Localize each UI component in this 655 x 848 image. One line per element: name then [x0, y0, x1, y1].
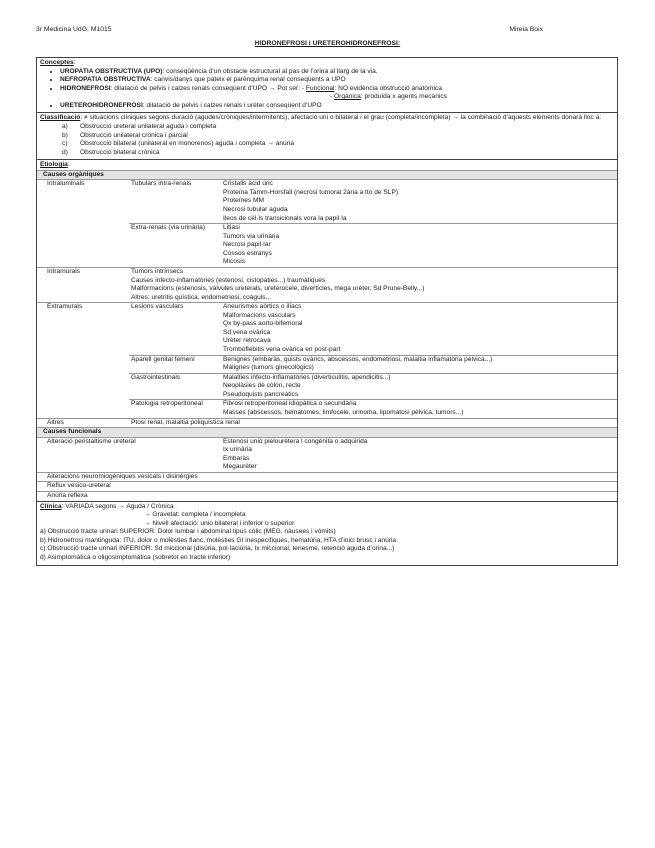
clinica-section: Clínica: VARIADA segons → Aguda / Crònica → Gravetat: completa / incompleta → Nivell afectació: unio bilateral i inferior o superior a) Obstrucció tracte urinari SUPERIOR: Dolor lumbar i abdominal tipus còlic (MEG, nàusees i vòmits) b) Hidronefrosi mantinguda: ITU, dolor o molèsties flanc, molèsties GI inespecífiques, hematúria, HTA d’inici brusc i anúria c) Obstrucció tracte urinari INFERIOR: Sd miccional (disúria, pol·laciúria, Ix miccional, tenesme, retenció aguda d’orina...) d) Asimptomàtica o oligosimptomàtica (sobretot en tracte inferior): [36, 501, 618, 566]
neuro-row: Alteracions neuromiogèniques vesicals i disinèrgies: [37, 472, 617, 482]
clinica-item: d) Asimptomàtica o oligosimptomàtica (sobretot en tracte inferior): [40, 553, 231, 561]
header-course: 3r Medicina UdG; M1015: [36, 26, 112, 33]
clinica-item: b) Hidronefrosi mantinguda: ITU, dolor o molèsties flanc, molèsties GI inespecífiques, hematúria, HTA d’inici brusc i anúria: [40, 536, 397, 544]
altres-text: Ptosi renal, malaltia poliquística renal: [129, 418, 617, 427]
organic-causes-header: Causes orgàniques: [37, 170, 617, 181]
anuria-row: Anúria reflexa: [37, 492, 617, 501]
altres-label: Altres: [37, 418, 129, 427]
vascular-label: Lesions vasculars: [129, 303, 221, 355]
class-item: a) Obstrucció ureteral unilateral aguda i completa: [62, 122, 217, 130]
class-item: b) Obstrucció unilateral crònica i parcial: [62, 131, 188, 139]
peristaltisme-list: Estenosi unió pielourètera l congènita o adquirida Ix urinària Embaràs Megaurèter: [223, 437, 368, 471]
clinica-label: Clínica: [40, 502, 62, 510]
classificacio-label: Classificació: [40, 114, 81, 122]
extra-renals-label: Extra-renals (via urinària): [129, 224, 221, 268]
clinica-line: → Nivell afectació: unio bilateral i inferior o superior: [144, 519, 295, 527]
genital-label: Aparell genital femení: [129, 355, 221, 373]
intramurals-list: Tumors intrínsecs Causes infecto-inflamatòries (estenosi, cistopaties...) traumàtiques Malformacions (estenosis, vàlvules ureterals, ureterocele, divertícles, mega urèter, Sd Prune-Belly...) Altres: uretritis quística, endometriosi, coàguls...: [129, 267, 617, 302]
page-header: [36, 26, 543, 35]
retro-list: Fibrosi retroperitoneal idiopàtica o secundària Masses (abscessos, hematomes, limfocele, urinoma, lipomatosi pèlvica, tumors...): [221, 400, 617, 418]
retro-label: Patologia retroperitoneal: [129, 400, 221, 418]
page-title: HIDRONEFROSI i URETEROHIDRONEFROSI:: [254, 40, 401, 47]
gastro-list: Malalties infecto-inflamatòries (diverticulitis, apendicitis...) Neoplàsies de còlon, recte Pseudoquists pancreàtics: [221, 373, 617, 400]
vascular-list: Aneurismes aòrtics o ilíacs Malformacions vasculars Qx by-pass aorto-bifemoral Sd vena ovàrica Urèter retrocava Tromboflebitis vena ovàrica en post-part: [221, 303, 617, 355]
conceptes-section: Conceptes: • UROPATIA OBSTRUCTIVA (UPO): conseqüència d’un obstacle estructural al pas de l’orina al llarg de la via. • NEFROPATIA OBSTRUCTIVA: canvis/danys que pateix el parènquima renal conseqüents a UPO • HIDRONEFROSI: dilatació de pelvis i calzes renals conseqüent d’UPO → Pot ser: - Funcional: NO evidència obstrucció anatòmica - Orgànica: produïda x agents mecànics • URETEROHIDRONEFROSI: dilatació de pelvis i calzes renals i urèter conseqüent d’UPO: [36, 57, 618, 112]
intraluminals-label: Intraluminals: [47, 180, 85, 188]
class-item: d) Obstrucció bilateral crònica: [62, 148, 160, 156]
gastro-label: Gastrointestinals: [129, 373, 221, 400]
tubulars-list: Cristalls àcid úric Proteïna Tamm-Horsfall (necrosi tumoral 2ària a tto de SLP) Proteïnes MM Necrosi tubular aguda Ileos de cèl·ls transicionals vora la papil·la: [223, 180, 399, 222]
header-author: Mireia Boix: [509, 26, 543, 33]
clinica-item: a) Obstrucció tracte urinari SUPERIOR: Dolor lumbar i abdominal tipus còlic (MEG, nàusees i vòmits): [40, 528, 336, 536]
content-frame: [36, 57, 618, 566]
clinica-line: → Gravetat: completa / incompleta: [144, 511, 246, 519]
tubulars-label: Tubulars intra-renals: [131, 180, 192, 188]
concept-item: • HIDRONEFROSI: dilatació de pelvis i calzes renals conseqüent d’UPO → Pot ser: - Funcional: NO evidència obstrucció anatòmica - Orgànica: produïda x agents mecànics: [60, 85, 614, 102]
concept-item: • URETEROHIDRONEFROSI: dilatació de pelvis i calzes renals i urèter conseqüent d’UPO: [60, 102, 614, 111]
concept-item: • UROPATIA OBSTRUCTIVA (UPO): conseqüència d’un obstacle estructural al pas de l’orina al llarg de la via.: [60, 68, 614, 77]
functional-table: [37, 438, 617, 501]
etiology-table: [37, 180, 617, 427]
genital-list: Benignes (embaràs, quists ovàrics, abscessos, endometriosi, malaltia inflamatòria pèlvica...) Malignes (tumors ginecològics): [221, 355, 617, 373]
concept-item: • NEFROPATIA OBSTRUCTIVA: canvis/danys que pateix el parènquima renal conseqüents a UPO: [60, 76, 614, 85]
extra-renals-list: Litiasi Tumors via urinària Necrosi papil·lar Cossos estranys Micosis: [221, 224, 617, 268]
class-item: c) Obstrucció bilateral (unilateral en monorenos) aguda i completa → anúria: [62, 140, 295, 148]
peristaltisme-label: Alteració peristaltisme ureteral: [47, 437, 136, 445]
etiologia-section: Etiologia: Causes orgàniques Intraluminals Tubulars intra-renals Cristalls àcid úric Proteïna Tamm-Horsfall (necrosi tumoral 2ària a tto de SLP) Proteïnes MM Necrosi tubular aguda Ileos de cèl·ls transicionals vora la papil·la Extra-renals (via urinària) Litiasi Tumors via urinària Necrosi papil·lar Cossos estranys Micosis Intramurals Tumors intrínsecs Causes infecto-inflamatòries (estenosi, cistopaties...) traumàtiques Malformacions (estenosis, vàlvules ureterals, ureterocele, divertícles, mega urèter, Sd Prune-Belly...) Altres: uretritis quística, endometriosi, coàguls... Extramurals Lesions vasculars Aneurismes aòrtics o ilíacs Malformacions vasculars Qx by-pass aorto-bifemoral Sd vena ovàrica Urèter retrocava Tromboflebitis vena ovàrica en post-part Aparell genital femení Benignes (embaràs, quists ovàrics, abscessos, endometriosi, malaltia inflamatòria pèlvica...) Malignes (tumors ginecològics) Gastrointestinals Malalties infecto-inflamatòries (diverticulitis, apendicitis...) Neoplàsies de còlon, recte Pseudoquists pancreàtics Patologia retroperitoneal Fibrosi retroperitoneal idiopàtica o secundària Masses (abscessos, hematomes, limfocele, urinoma, lipomatosi pèlvica, tumors...) Altres Ptosi renal, malaltia poliquística renal Causes funcionals Alteració peristaltisme ureteral Estenosi unió pielourètera l congènita o adquirida Ix urinària Embaràs Megaurèter Alteracions neuromiogèniques vesicals i disinèrgies Reflux vesico-ureteral Anúria reflexa: [36, 159, 618, 500]
reflux-row: Reflux vesico-ureteral: [37, 482, 617, 492]
clinica-item: c) Obstrucció tracte urinari INFERIOR: Sd miccional (disúria, pol·laciúria, Ix miccional, tenesme, retenció aguda d’orina...): [40, 545, 395, 553]
intramurals-label: Intramurals: [37, 267, 129, 302]
etiologia-label: Etiologia: [40, 161, 68, 169]
conceptes-label: Conceptes: [40, 59, 74, 66]
functional-causes-header: Causes funcionals: [37, 427, 617, 438]
extramurals-label: Extramurals: [37, 303, 129, 418]
classificacio-section: Classificació: ≠ situacions clíniques segons duració (agudes/cròniques/intermitents), afectació uni o bilateral i el grau (completa/incompleta) → la combinació d’aquests elements donarà lloc a: a) Obstrucció ureteral unilateral aguda i completa b) Obstrucció unilateral crònica i parcial c) Obstrucció bilateral (unilateral en monorenos) aguda i completa → anúria d) Obstrucció bilateral crònica: [36, 112, 618, 159]
